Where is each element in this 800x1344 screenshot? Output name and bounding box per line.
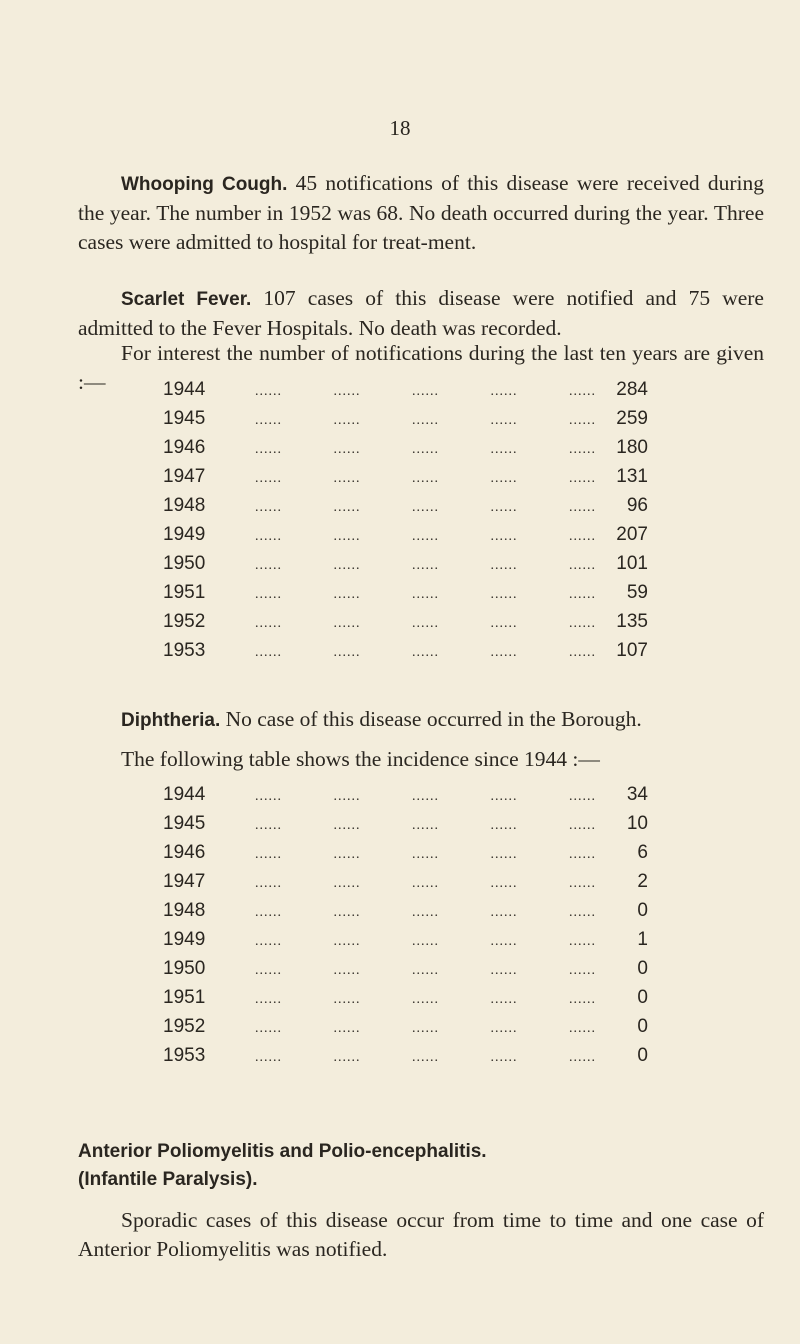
year-cell: 1947	[163, 871, 206, 892]
table-row	[163, 784, 648, 813]
year-cell: 1950	[163, 553, 206, 574]
year-cell: 1949	[163, 524, 206, 545]
year-cell: 1951	[163, 582, 206, 603]
value-cell: 0	[637, 958, 648, 979]
diphtheria-paragraph	[78, 705, 764, 735]
leader-dots: ...... ...... ...... ...... ......	[255, 529, 596, 544]
table-row	[163, 900, 648, 929]
leader-dots: ...... ...... ...... ...... ......	[255, 616, 596, 631]
table-row	[163, 495, 648, 524]
leader-dots: ...... ...... ...... ...... ......	[255, 471, 596, 486]
table-row	[163, 958, 648, 987]
table-row	[163, 553, 648, 582]
value-cell: 0	[637, 1045, 648, 1066]
value-cell: 34	[626, 784, 648, 805]
year-cell: 1944	[163, 379, 206, 400]
table-row	[163, 1016, 648, 1045]
leader-dots: ...... ...... ...... ...... ......	[255, 587, 596, 602]
table-row	[163, 1045, 648, 1074]
page-number: 18	[389, 116, 411, 140]
diphtheria-heading: Diphtheria.	[121, 710, 221, 731]
leader-dots: ...... ...... ...... ...... ......	[255, 1021, 596, 1036]
year-cell: 1949	[163, 929, 206, 950]
year-cell: 1945	[163, 408, 206, 429]
table-row	[163, 379, 648, 408]
year-cell: 1945	[163, 813, 206, 834]
value-cell: 259	[616, 408, 648, 429]
year-cell: 1953	[163, 1045, 206, 1066]
diphtheria-intro: The following table shows the incidence since 1944 :—	[121, 747, 600, 771]
year-cell: 1948	[163, 495, 206, 516]
value-cell: 0	[637, 900, 648, 921]
polio-heading-line2: (Infantile Paralysis).	[78, 1169, 258, 1190]
value-cell: 2	[637, 871, 648, 892]
value-cell: 107	[616, 640, 648, 661]
value-cell: 207	[616, 524, 648, 545]
leader-dots: ...... ...... ...... ...... ......	[255, 934, 596, 949]
leader-dots: ...... ...... ...... ...... ......	[255, 413, 596, 428]
leader-dots: ...... ...... ...... ...... ......	[255, 1050, 596, 1065]
value-cell: 180	[616, 437, 648, 458]
value-cell: 1	[637, 929, 648, 950]
leader-dots: ...... ...... ...... ...... ......	[255, 963, 596, 978]
table-row	[163, 842, 648, 871]
whooping-cough-heading: Whooping Cough.	[121, 174, 288, 195]
value-cell: 131	[616, 466, 648, 487]
whooping-cough-text: 45 notifications of this disease were received during the year. The number in 1952 was 68. No death occurred during the year. Three cases were admitted to hospital for treat-ment.	[78, 171, 764, 254]
leader-dots: ...... ...... ...... ...... ......	[255, 789, 596, 804]
year-cell: 1950	[163, 958, 206, 979]
value-cell: 0	[637, 1016, 648, 1037]
year-cell: 1944	[163, 784, 206, 805]
value-cell: 284	[616, 379, 648, 400]
leader-dots: ...... ...... ...... ...... ......	[255, 558, 596, 573]
table-row	[163, 987, 648, 1016]
year-cell: 1948	[163, 900, 206, 921]
table-row	[163, 408, 648, 437]
year-cell: 1946	[163, 437, 206, 458]
leader-dots: ...... ...... ...... ...... ......	[255, 905, 596, 920]
polio-heading-line1: Anterior Poliomyelitis and Polio-encephalitis.	[78, 1141, 487, 1162]
year-cell: 1951	[163, 987, 206, 1008]
scarlet-fever-paragraph	[78, 284, 764, 343]
leader-dots: ...... ...... ...... ...... ......	[255, 818, 596, 833]
year-cell: 1946	[163, 842, 206, 863]
value-cell: 135	[616, 611, 648, 632]
leader-dots: ...... ...... ...... ...... ......	[255, 384, 596, 399]
whooping-cough-paragraph	[78, 169, 764, 257]
table-row	[163, 524, 648, 553]
scarlet-fever-table	[163, 379, 648, 669]
table-row	[163, 813, 648, 842]
table-row	[163, 640, 648, 669]
value-cell: 59	[626, 582, 648, 603]
year-cell: 1947	[163, 466, 206, 487]
table-row	[163, 466, 648, 495]
leader-dots: ...... ...... ...... ...... ......	[255, 847, 596, 862]
leader-dots: ...... ...... ...... ...... ......	[255, 645, 596, 660]
year-cell: 1953	[163, 640, 206, 661]
value-cell: 0	[637, 987, 648, 1008]
leader-dots: ...... ...... ...... ...... ......	[255, 992, 596, 1007]
leader-dots: ...... ...... ...... ...... ......	[255, 500, 596, 515]
table-row	[163, 437, 648, 466]
leader-dots: ...... ...... ...... ...... ......	[255, 442, 596, 457]
polio-paragraph: Sporadic cases of this disease occur from time to time and one case of Anterior Poliomyelitis was notified.	[78, 1208, 764, 1261]
table-row	[163, 871, 648, 900]
value-cell: 101	[616, 553, 648, 574]
year-cell: 1952	[163, 1016, 206, 1037]
table-row	[163, 582, 648, 611]
leader-dots: ...... ...... ...... ...... ......	[255, 876, 596, 891]
value-cell: 96	[626, 495, 648, 516]
diphtheria-text: No case of this disease occurred in the Borough.	[220, 707, 642, 731]
table-row	[163, 929, 648, 958]
scarlet-fever-heading: Scarlet Fever.	[121, 289, 252, 310]
value-cell: 10	[626, 813, 648, 834]
scarlet-fever-text: 107 cases of this disease were notified and 75 were admitted to the Fever Hospitals. No death was recorded.	[78, 286, 764, 340]
value-cell: 6	[637, 842, 648, 863]
scarlet-fever-intro: For interest the number of notifications during the last ten years are given :—	[78, 341, 764, 394]
year-cell: 1952	[163, 611, 206, 632]
table-row	[163, 611, 648, 640]
diphtheria-table	[163, 784, 648, 1074]
